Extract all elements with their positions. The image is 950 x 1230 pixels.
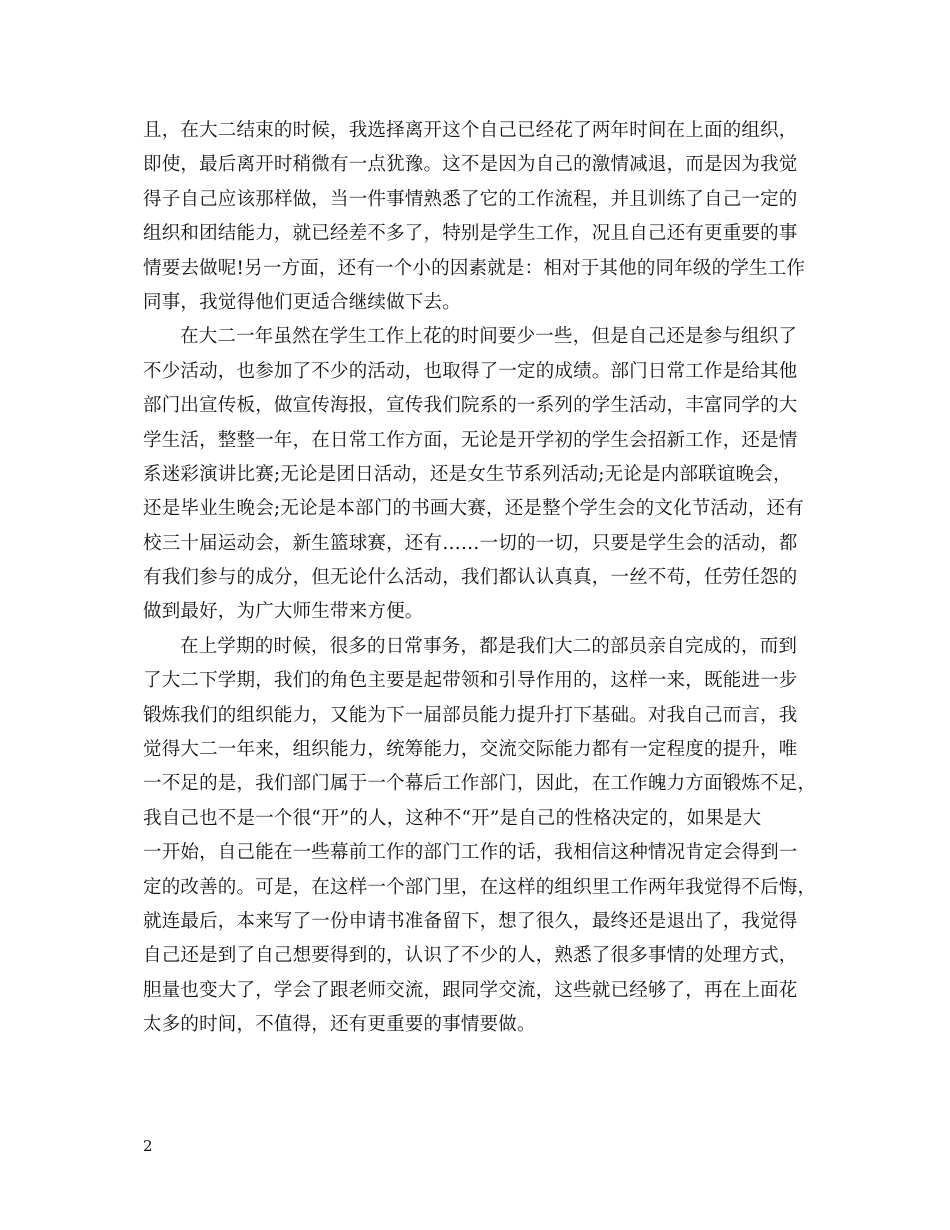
text-line: 太多的时间，不值得，还有更重要的事情要做。 bbox=[143, 1014, 536, 1036]
text-line: 组织和团结能力，就已经差不多了，特别是学生工作，况且自己还有更重要的事 bbox=[143, 223, 798, 245]
text-line: 在大二一年虽然在学生工作上花的时间要少一些，但是自己还是参与组织了 bbox=[180, 326, 798, 348]
text-line: 即使，最后离开时稍微有一点犹豫。这不是因为自己的激情减退，而是因为我觉 bbox=[143, 154, 798, 176]
text-line: 同事，我觉得他们更适合继续做下去。 bbox=[143, 291, 461, 313]
text-line: 学生活，整整一年，在日常工作方面，无论是开学初的学生会招新工作，还是情 bbox=[143, 429, 798, 451]
text-line: 锻炼我们的组织能力，又能为下一届部员能力提升打下基础。对我自己而言，我 bbox=[143, 704, 798, 726]
text-line: 不少活动，也参加了不少的活动，也取得了一定的成绩。部门日常工作是给其他 bbox=[143, 360, 798, 382]
text-line: 一开始，自己能在一些幕前工作的部门工作的话，我相信这种情况肯定会得到一 bbox=[143, 842, 798, 864]
text-line: 有我们参与的成分，但无论什么活动，我们都认认真真，一丝不苟，任劳任怨的 bbox=[143, 567, 798, 589]
text-line: 做到最好，为广大师生带来方便。 bbox=[143, 601, 424, 623]
text-line: 定的改善的。可是，在这样一个部门里，在这样的组织里工作两年我觉得不后悔， bbox=[143, 876, 817, 898]
text-line: 了大二下学期，我们的角色主要是起带领和引导作用的，这样一来，既能进一步 bbox=[143, 670, 798, 692]
text-line: 觉得大二一年来，组织能力，统筹能力，交流交际能力都有一定程度的提升，唯 bbox=[143, 739, 798, 761]
text-line: 一不足的是，我们部门属于一个幕后工作部门，因此，在工作魄力方面锻炼不足， bbox=[143, 773, 817, 795]
text-line: 我自己也不是一个很“开”的人，这种不“开”是自己的性格决定的，如果是大 bbox=[143, 807, 762, 829]
text-line: 还是毕业生晚会;无论是本部门的书画大赛，还是整个学生会的文化节活动，还有 bbox=[143, 498, 804, 520]
text-line: 系迷彩演讲比赛;无论是团日活动，还是女生节系列活动;无论是内部联谊晚会， bbox=[143, 463, 792, 485]
text-line: 胆量也变大了，学会了跟老师交流，跟同学交流，这些就已经够了，再在上面花 bbox=[143, 979, 798, 1001]
page-number: 2 bbox=[143, 1137, 153, 1155]
text-line: 就连最后，本来写了一份申请书准备留下，想了很久，最终还是退出了，我觉得 bbox=[143, 910, 798, 932]
text-line: 自己还是到了自己想要得到的，认识了不少的人，熟悉了很多事情的处理方式， bbox=[143, 945, 798, 967]
text-line: 得子自己应该那样做，当一件事情熟悉了它的工作流程，并且训练了自己一定的 bbox=[143, 188, 798, 210]
text-line: 情要去做呢!另一方面，还有一个小的因素就是：相对于其他的同年级的学生工作 bbox=[143, 257, 806, 279]
text-line: 部门出宣传板，做宣传海报，宣传我们院系的一系列的学生活动，丰富同学的大 bbox=[143, 395, 798, 417]
text-line: 校三十届运动会，新生篮球赛，还有……一切的一切，只要是学生会的活动，都 bbox=[143, 532, 798, 554]
body-text bbox=[143, 114, 823, 1043]
text-line: 在上学期的时候，很多的日常事务，都是我们大二的部员亲自完成的，而到 bbox=[180, 635, 798, 657]
text-line: 且，在大二结束的时候，我选择离开这个自己已经花了两年时间在上面的组织， bbox=[143, 120, 798, 141]
